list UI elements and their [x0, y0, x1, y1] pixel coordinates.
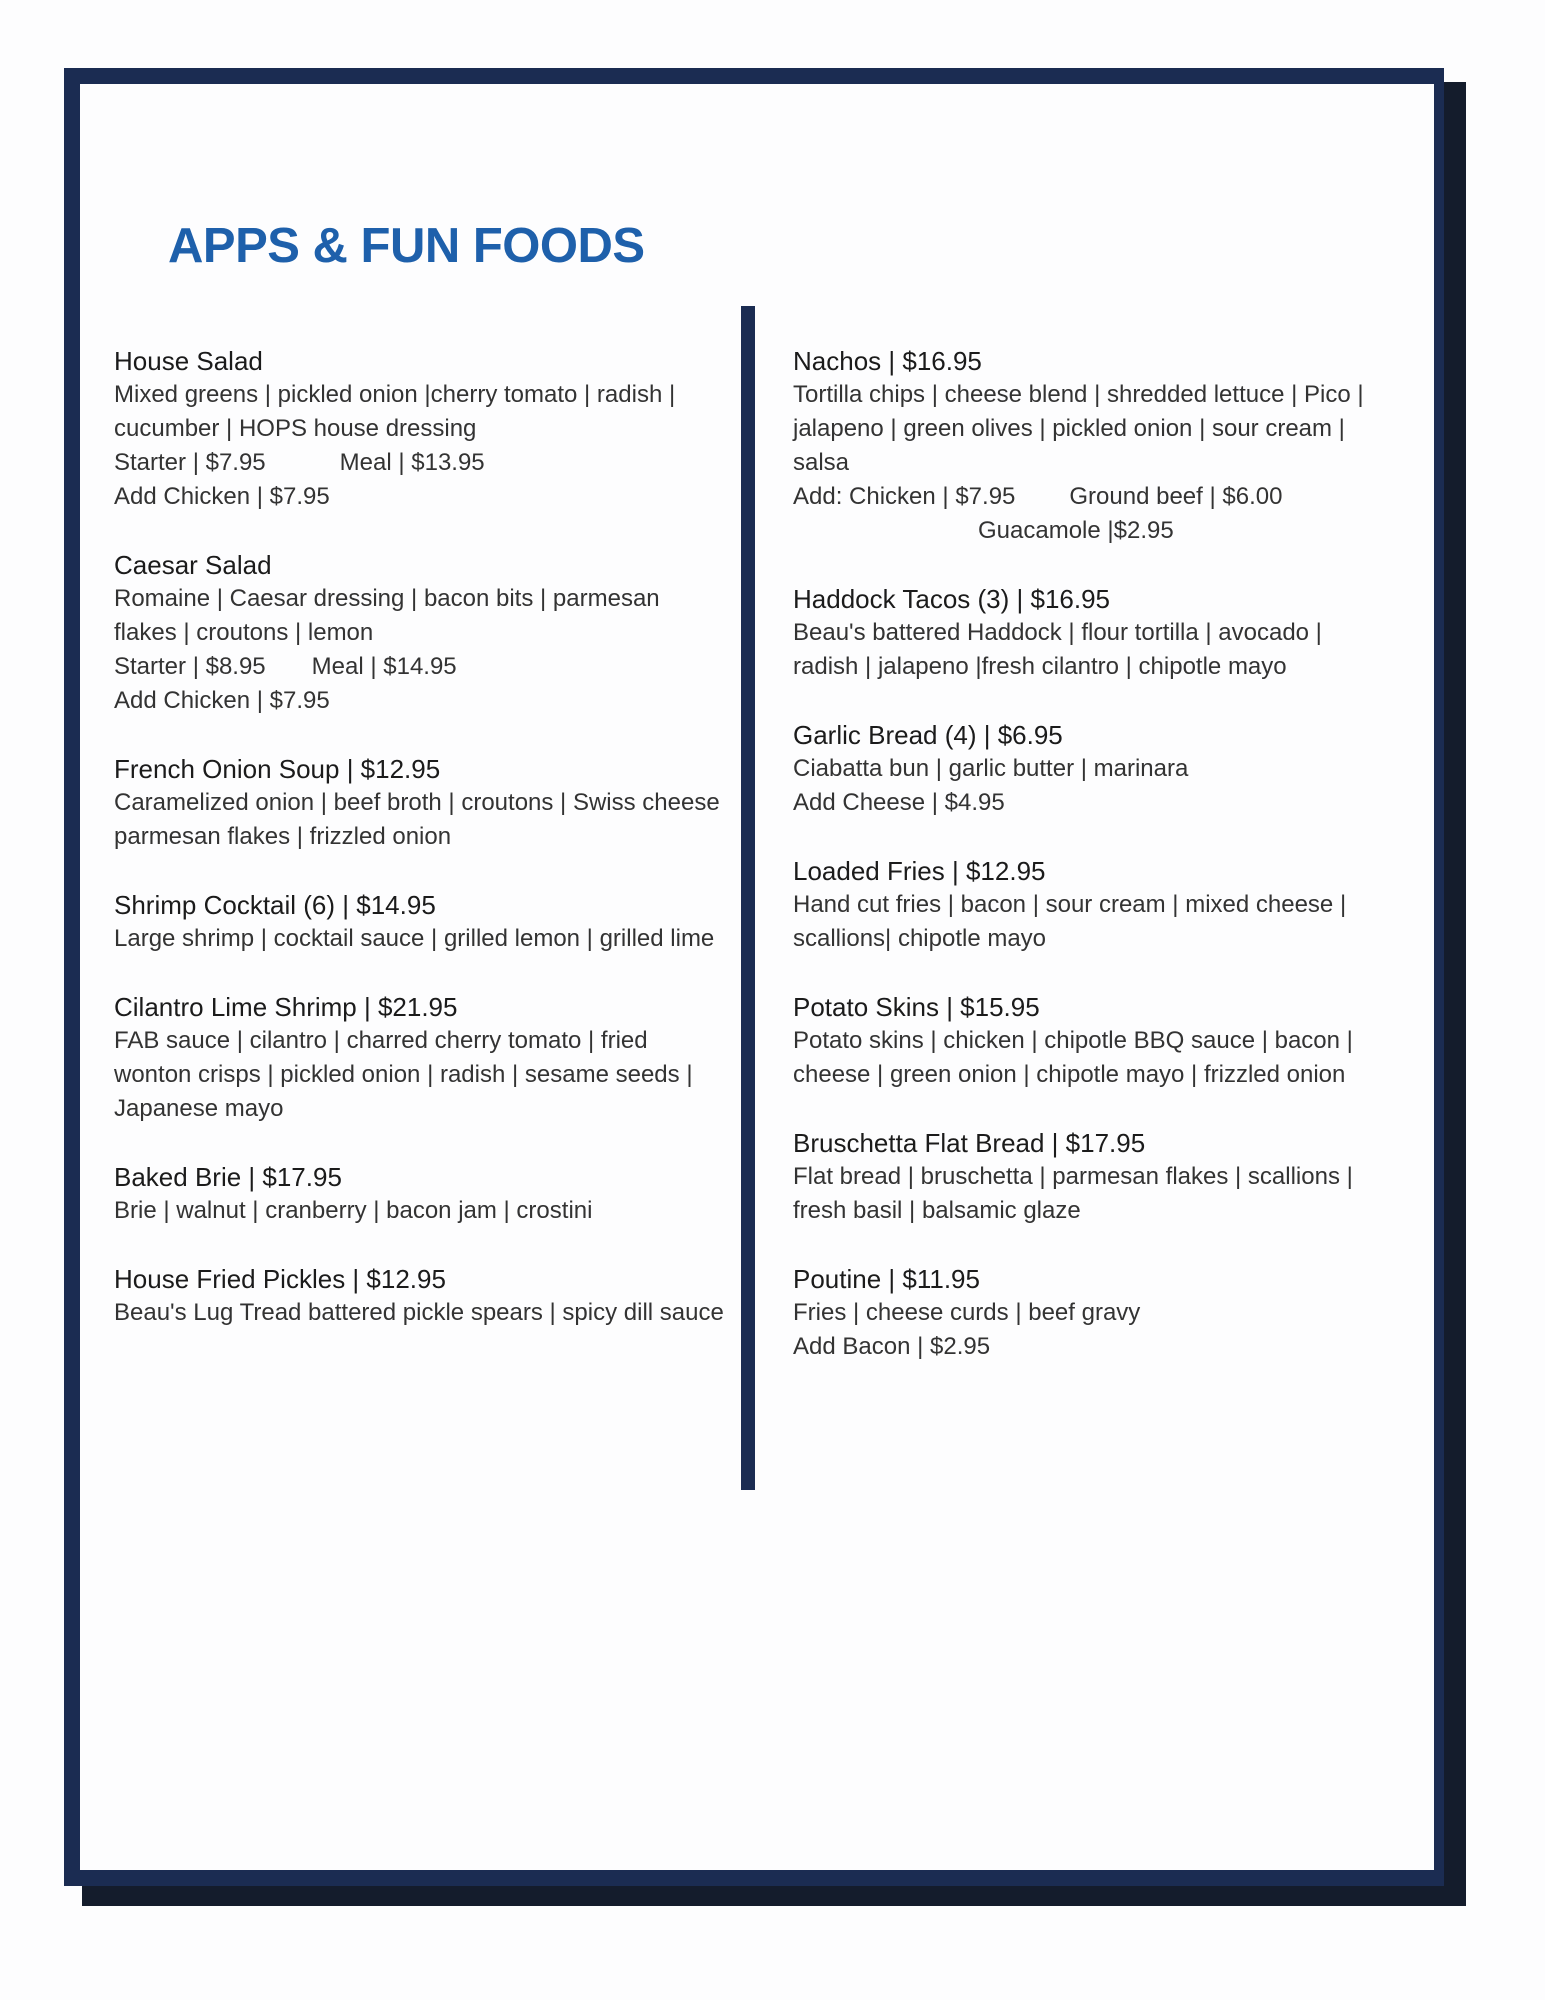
- item-description: Romaine | Caesar dressing | bacon bits | parmesan flakes | croutons | lemon: [114, 585, 660, 646]
- add-ground-beef: Ground beef | $6.00: [1069, 483, 1283, 510]
- item-add-on: Add Bacon | $2.95: [793, 1333, 991, 1360]
- menu-item-house-fried-pickles: [114, 1262, 724, 1330]
- starter-price: Starter | $8.95: [114, 653, 266, 680]
- menu-item-potato-skins: [793, 990, 1385, 1092]
- item-name: Cilantro Lime Shrimp | $21.95: [114, 992, 458, 1022]
- menu-item-poutine: [793, 1262, 1385, 1364]
- item-description: Large shrimp | cocktail sauce | grilled lemon | grilled lime: [114, 925, 715, 952]
- add-guacamole: Guacamole |$2.95: [978, 517, 1174, 544]
- starter-price: Starter | $7.95: [114, 449, 266, 476]
- item-name: Poutine | $11.95: [793, 1264, 980, 1294]
- menu-item-french-onion-soup: [114, 752, 724, 854]
- item-description: Mixed greens | pickled onion |cherry tomato | radish | cucumber | HOPS house dressing: [114, 381, 676, 442]
- menu-item-garlic-bread: [793, 718, 1385, 820]
- item-description: FAB sauce | cilantro | charred cherry tomato | fried wonton crisps | pickled onion | radish | sesame seeds | Japanese mayo: [114, 1027, 693, 1122]
- item-description: Fries | cheese curds | beef gravy: [793, 1299, 1141, 1326]
- item-add-on: Add Chicken | $7.95: [114, 687, 330, 714]
- menu-item-house-salad: [114, 344, 724, 514]
- item-name: French Onion Soup | $12.95: [114, 754, 441, 784]
- item-name: Loaded Fries | $12.95: [793, 856, 1046, 886]
- item-name: Caesar Salad: [114, 550, 272, 580]
- item-add-on: Add Cheese | $4.95: [793, 789, 1005, 816]
- menu-item-cilantro-lime-shrimp: [114, 990, 724, 1126]
- item-name: Baked Brie | $17.95: [114, 1162, 342, 1192]
- column-divider: [741, 306, 755, 1490]
- meal-price: Meal | $14.95: [311, 653, 457, 680]
- add-chicken: Chicken | $7.95: [849, 483, 1016, 510]
- item-name: House Fried Pickles | $12.95: [114, 1264, 446, 1294]
- menu-item-haddock-tacos: [793, 582, 1385, 684]
- item-name: House Salad: [114, 346, 263, 376]
- item-name: Potato Skins | $15.95: [793, 992, 1040, 1022]
- item-prices: [114, 650, 724, 684]
- item-prices: [114, 446, 724, 480]
- menu-item-nachos: [793, 344, 1385, 548]
- item-description: Brie | walnut | cranberry | bacon jam | crostini: [114, 1197, 593, 1224]
- menu-item-caesar-salad: [114, 548, 724, 718]
- item-description: Potato skins | chicken | chipotle BBQ sauce | bacon | cheese | green onion | chipotle mayo | frizzled onion: [793, 1027, 1353, 1088]
- item-name: Shrimp Cocktail (6) | $14.95: [114, 890, 436, 920]
- item-name: Garlic Bread (4) | $6.95: [793, 720, 1063, 750]
- item-description: Caramelized onion | beef broth | croutons | Swiss cheese parmesan flakes | frizzled onion: [114, 789, 720, 850]
- menu-title: APPS & FUN FOODS: [168, 219, 645, 273]
- item-description: Hand cut fries | bacon | sour cream | mixed cheese | scallions| chipotle mayo: [793, 891, 1347, 952]
- menu-item-loaded-fries: [793, 854, 1385, 956]
- item-add-ons: [793, 480, 1385, 514]
- item-name: Nachos | $16.95: [793, 346, 982, 376]
- menu-item-bruschetta-flat-bread: [793, 1126, 1385, 1228]
- menu-item-baked-brie: [114, 1160, 724, 1228]
- add-label: Add:: [793, 483, 843, 510]
- item-name: Haddock Tacos (3) | $16.95: [793, 584, 1111, 614]
- item-description: Beau's battered Haddock | flour tortilla | avocado | radish | jalapeno |fresh cilantro | chipotle mayo: [793, 619, 1322, 680]
- item-description: Tortilla chips | cheese blend | shredded lettuce | Pico | jalapeno | green olives | pickled onion | sour cream | salsa: [793, 381, 1364, 476]
- item-description: Ciabatta bun | garlic butter | marinara: [793, 755, 1189, 782]
- item-name: Bruschetta Flat Bread | $17.95: [793, 1128, 1146, 1158]
- item-description: Flat bread | bruschetta | parmesan flakes | scallions | fresh basil | balsamic glaze: [793, 1163, 1353, 1224]
- menu-left-column: [114, 344, 724, 1364]
- item-description: Beau's Lug Tread battered pickle spears | spicy dill sauce: [114, 1299, 724, 1326]
- item-add-on: Add Chicken | $7.95: [114, 483, 330, 510]
- meal-price: Meal | $13.95: [339, 449, 485, 476]
- menu-right-column: [793, 344, 1385, 1398]
- menu-item-shrimp-cocktail: [114, 888, 724, 956]
